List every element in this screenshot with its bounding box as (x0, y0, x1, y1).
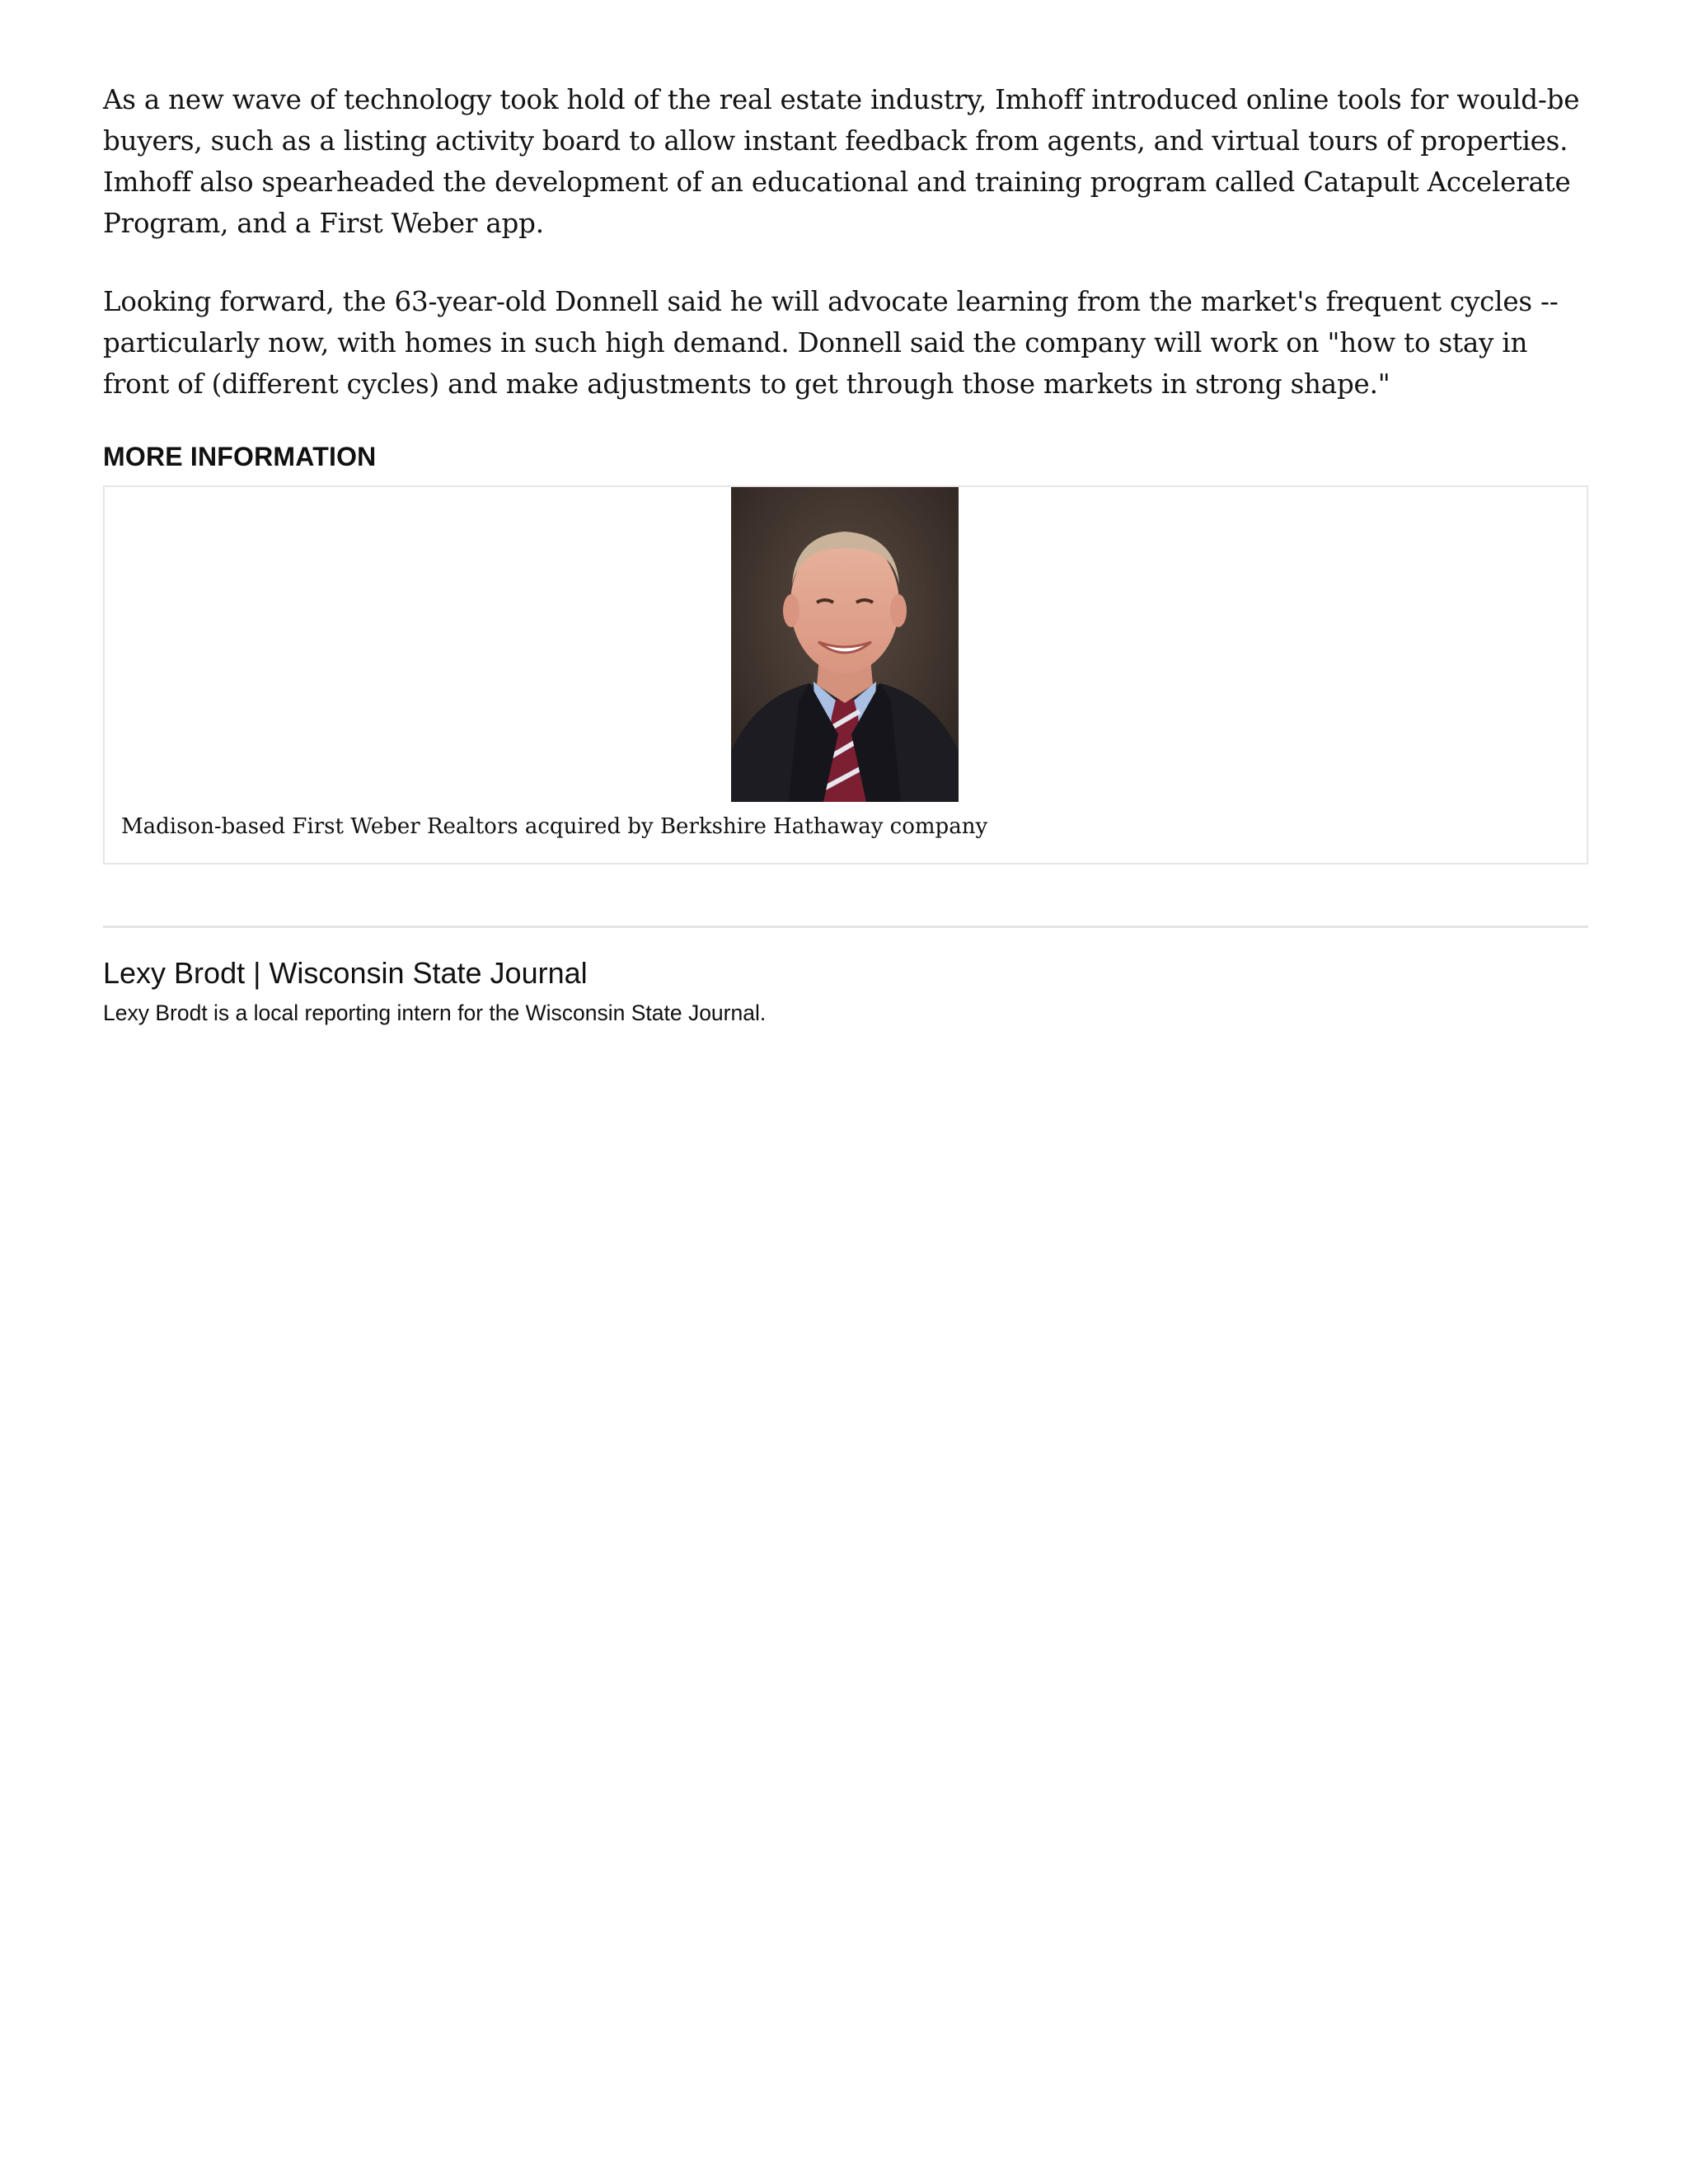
author-name[interactable]: Lexy Brodt | Wisconsin State Journal (103, 956, 588, 990)
related-story-card[interactable] (103, 485, 1588, 865)
author-bio: Lexy Brodt is a local reporting intern for the Wisconsin State Journal. (103, 1001, 767, 1025)
article-paragraph: Looking forward, the 63-year-old Donnell said he will advocate learning from the market's frequent cycles -- particularly now, with homes in such high demand. Donnell said the company will work on "how to stay in front of (different cycles) and make adjustments to get through those markets in strong shape." (103, 286, 1559, 400)
portrait-photo[interactable] (731, 487, 959, 802)
related-story-caption[interactable]: Madison-based First Weber Realtors acquired by Berkshire Hathaway company (121, 814, 988, 839)
section-divider (103, 926, 1588, 928)
article-paragraph: As a new wave of technology took hold of the real estate industry, Imhoff introduced online tools for would-be buyers, such as a listing activity board to allow instant feedback from agents, and virtual tours of properties. Imhoff also spearheaded the development of an educational and training program called Catapult Accelerate Program, and a First Weber app. (103, 84, 1580, 239)
article-body (103, 79, 1588, 405)
article-page (103, 79, 1588, 1025)
more-information-heading: MORE INFORMATION (103, 442, 377, 471)
